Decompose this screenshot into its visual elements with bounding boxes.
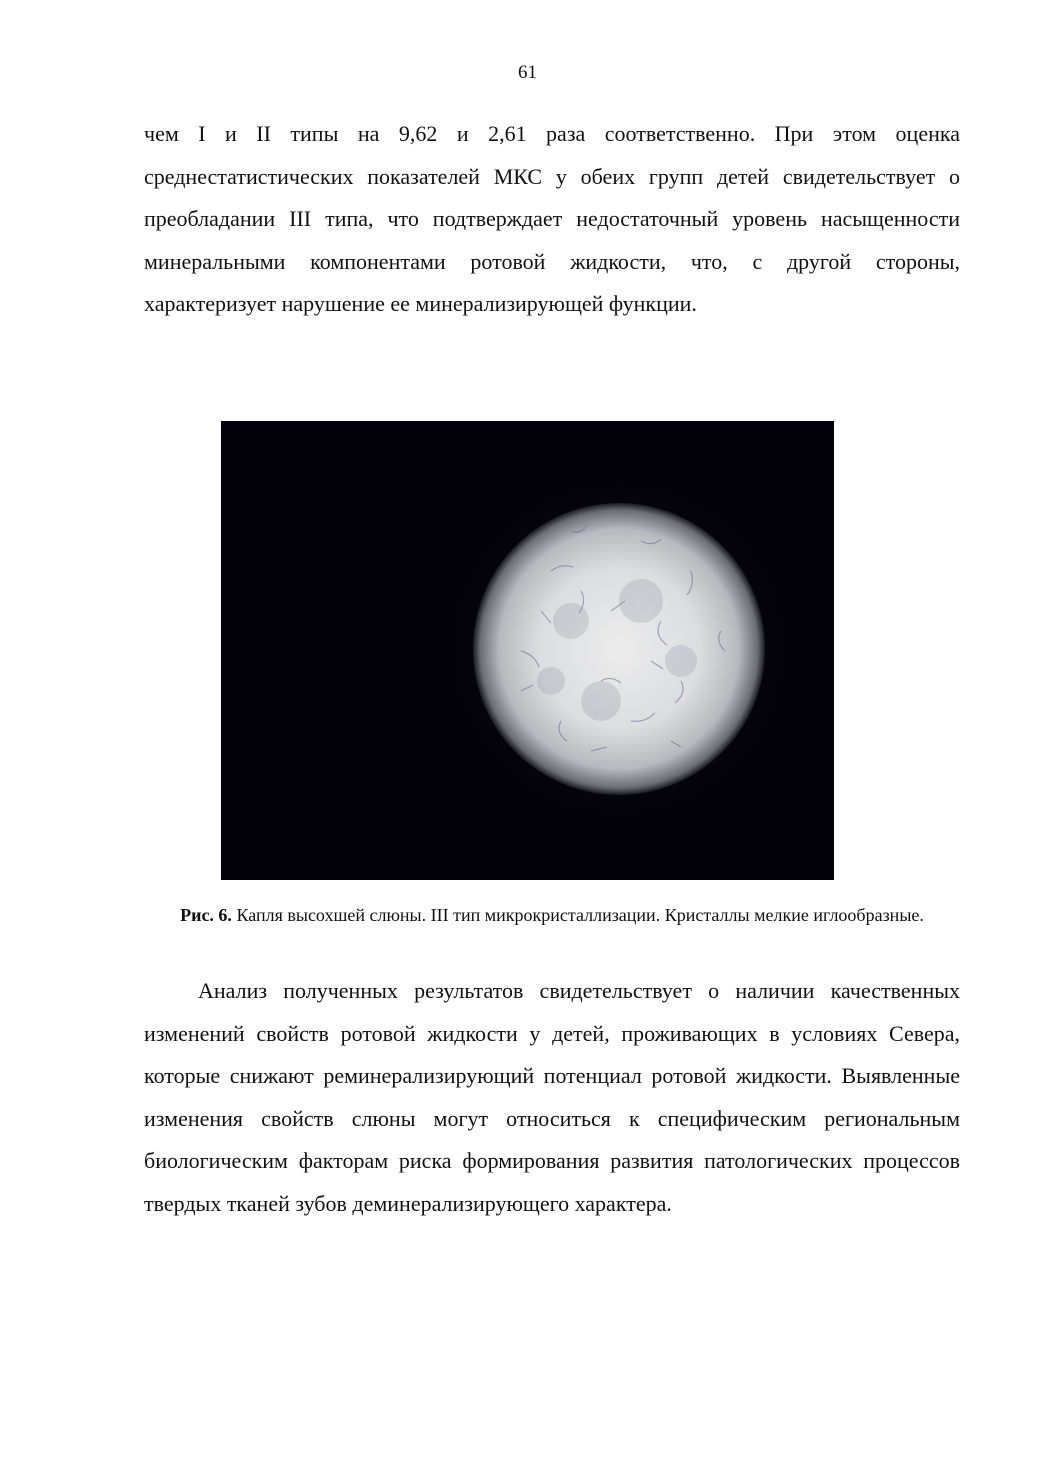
body-paragraph-bottom: Анализ полученных результатов свидетельствует о наличии качественных изменений свойств ротовой жидкости у детей, проживающих в условиях Севера, которые снижают реминерализирующий потенциал ротовой жидкости. Выявленные изменения свойств слюны могут относиться к специфическим региональным биологическим факторам риска формирования развития патологических процессов твердых тканей зубов деминерализирующего характера.	[144, 978, 960, 1216]
page-number: 61	[518, 62, 537, 83]
figure-caption-text: Капля высохшей слюны. III тип микрокристаллизации. Кристаллы мелкие иглообразные.	[231, 905, 924, 925]
micrograph-image	[221, 421, 834, 880]
figure-caption	[144, 905, 960, 926]
figure-caption-label: Рис. 6.	[180, 905, 232, 925]
body-paragraph-top: чем I и II типы на 9,62 и 2,61 раза соответственно. При этом оценка среднестатистических показателей МКС у обеих групп детей свидетельствует о преобладании III типа, что подтверждает недостаточный уровень насыщенности минеральными компонентами ротовой жидкости, что, с другой стороны, характеризует нарушение ее минерализирующей функции.	[144, 121, 960, 316]
